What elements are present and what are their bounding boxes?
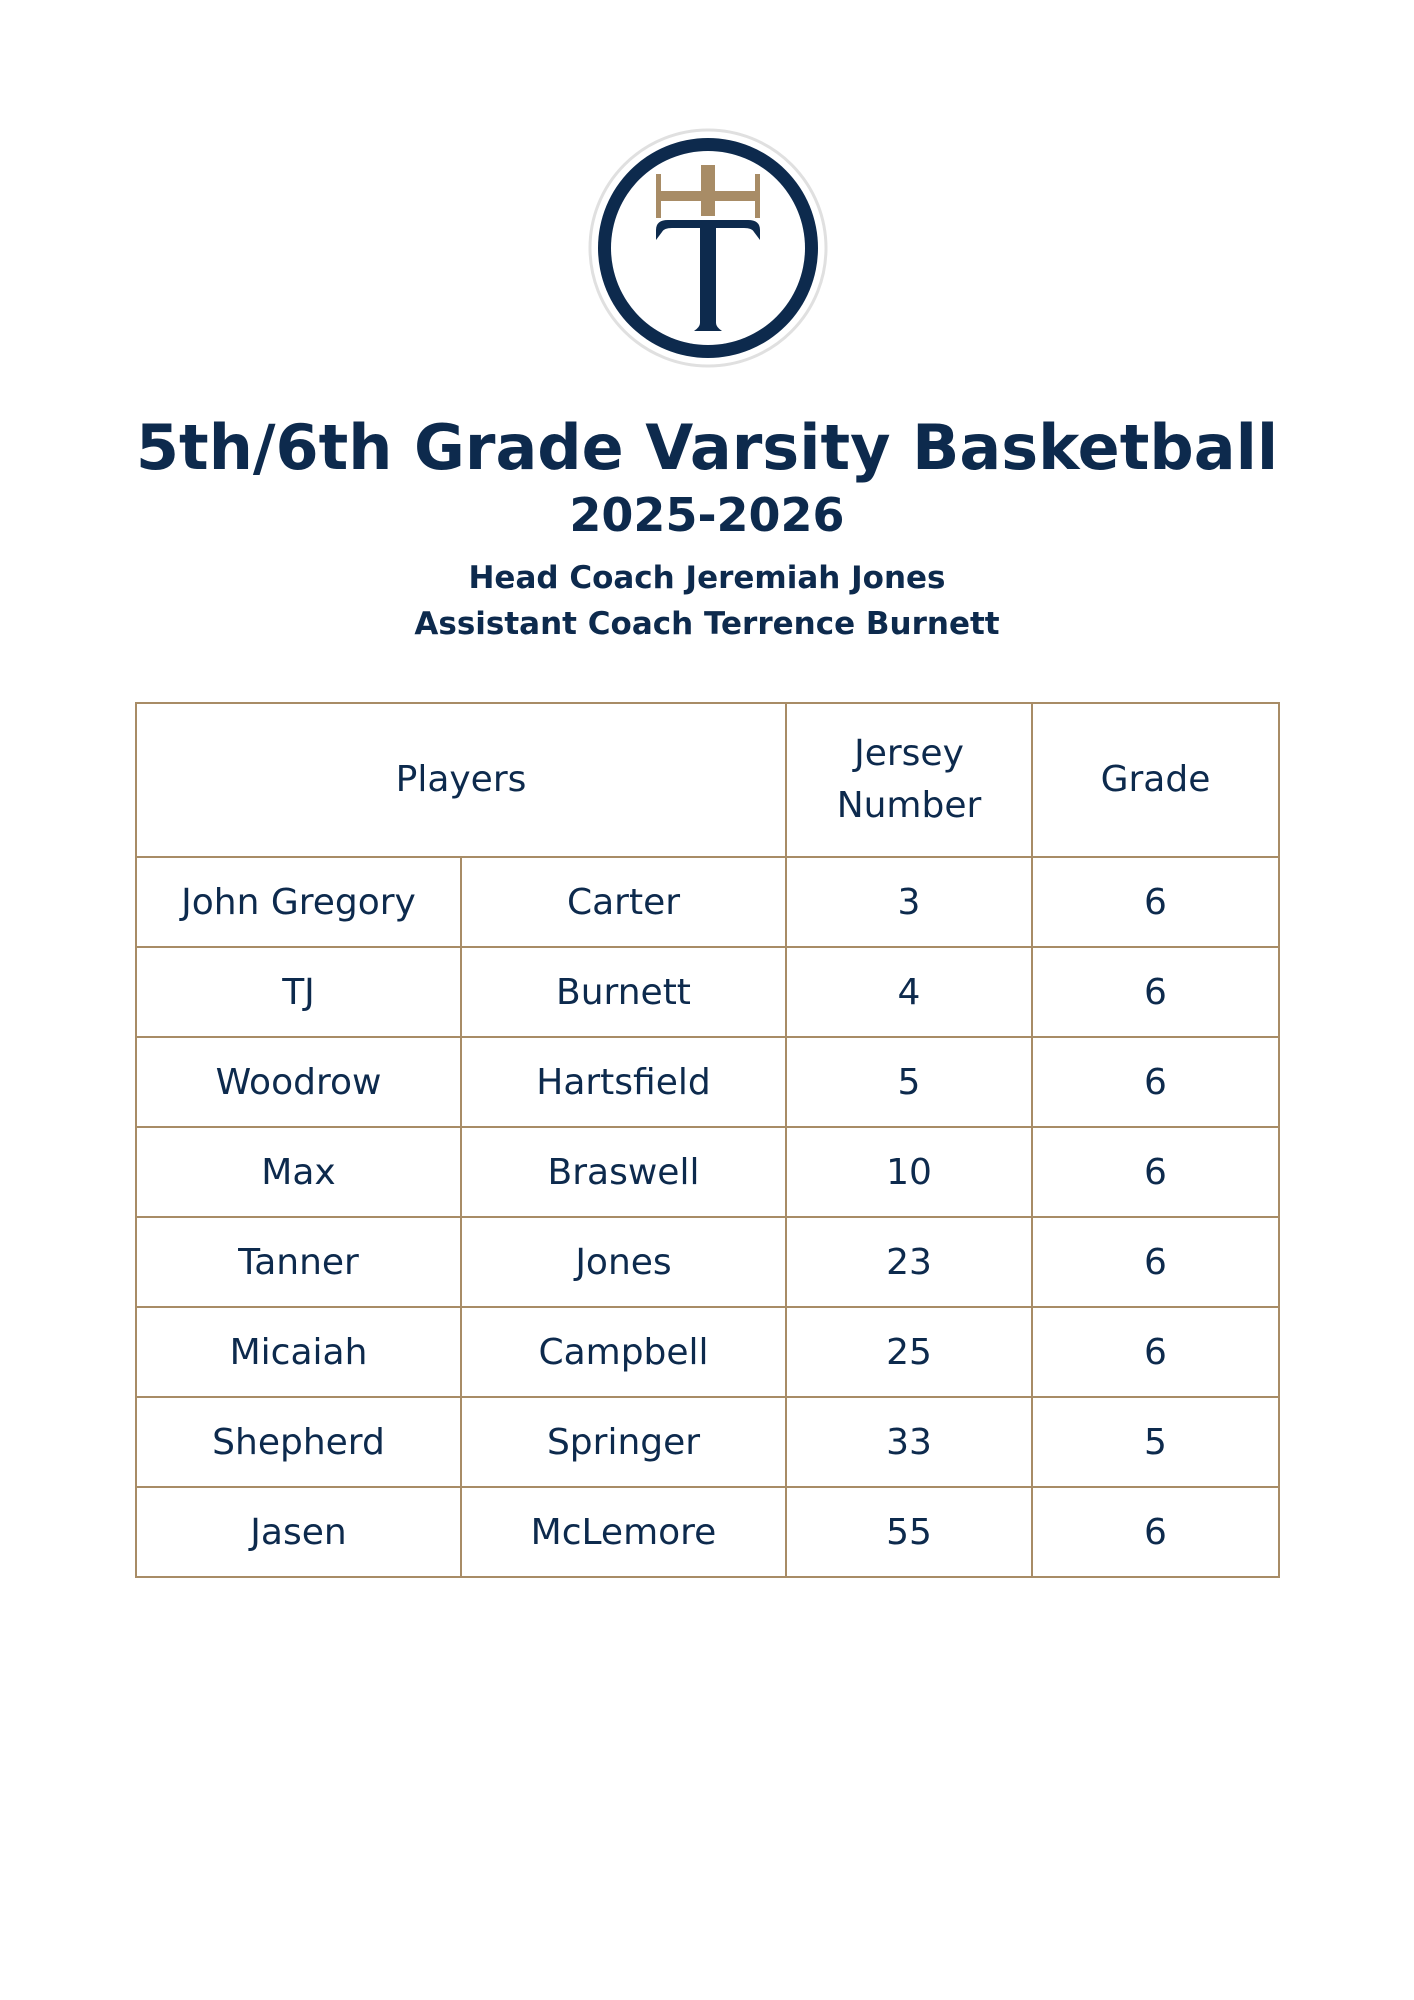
jersey-number-header xyxy=(786,703,1032,857)
grade-cell: 6 xyxy=(1032,1127,1279,1217)
grade-cell: 6 xyxy=(1032,857,1279,947)
table-header-row xyxy=(136,703,1279,857)
jersey-number-cell: 10 xyxy=(786,1127,1032,1217)
grade-cell: 6 xyxy=(1032,1037,1279,1127)
first-name-cell: Max xyxy=(136,1127,461,1217)
last-name-cell: Jones xyxy=(461,1217,786,1307)
assistant-coach-line: Assistant Coach Terrence Burnett xyxy=(414,606,1000,642)
jersey-number-cell: 23 xyxy=(786,1217,1032,1307)
grade-cell: 6 xyxy=(1032,1487,1279,1577)
jersey-header-line1: Jersey xyxy=(854,733,964,774)
last-name-cell: McLemore xyxy=(461,1487,786,1577)
roster-table xyxy=(135,702,1280,1578)
table-row xyxy=(136,947,1279,1037)
jersey-header-line2: Number xyxy=(836,785,982,826)
last-name-cell: Campbell xyxy=(461,1307,786,1397)
table-row xyxy=(136,1217,1279,1307)
jersey-number-cell: 33 xyxy=(786,1397,1032,1487)
first-name-cell: Woodrow xyxy=(136,1037,461,1127)
first-name-cell: Jasen xyxy=(136,1487,461,1577)
first-name-cell: John Gregory xyxy=(136,857,461,947)
grade-cell: 6 xyxy=(1032,1307,1279,1397)
first-name-cell: Tanner xyxy=(136,1217,461,1307)
table-row xyxy=(136,1037,1279,1127)
players-header: Players xyxy=(136,703,786,857)
head-coach-line: Head Coach Jeremiah Jones xyxy=(468,560,946,596)
last-name-cell: Springer xyxy=(461,1397,786,1487)
cross-emblem-icon xyxy=(588,128,828,368)
first-name-cell: Micaiah xyxy=(136,1307,461,1397)
last-name-cell: Carter xyxy=(461,857,786,947)
table-row xyxy=(136,1307,1279,1397)
last-name-cell: Burnett xyxy=(461,947,786,1037)
grade-cell: 6 xyxy=(1032,947,1279,1037)
grade-cell: 5 xyxy=(1032,1397,1279,1487)
first-name-cell: Shepherd xyxy=(136,1397,461,1487)
jersey-number-cell: 4 xyxy=(786,947,1032,1037)
jersey-number-cell: 5 xyxy=(786,1037,1032,1127)
table-row xyxy=(136,857,1279,947)
table-row xyxy=(136,1397,1279,1487)
first-name-cell: TJ xyxy=(136,947,461,1037)
table-row xyxy=(136,1487,1279,1577)
jersey-number-cell: 55 xyxy=(786,1487,1032,1577)
jersey-number-cell: 25 xyxy=(786,1307,1032,1397)
grade-cell: 6 xyxy=(1032,1217,1279,1307)
last-name-cell: Hartsfield xyxy=(461,1037,786,1127)
last-name-cell: Braswell xyxy=(461,1127,786,1217)
jersey-number-cell: 3 xyxy=(786,857,1032,947)
grade-header: Grade xyxy=(1032,703,1279,857)
season-subtitle: 2025-2026 xyxy=(569,488,845,542)
page-title: 5th/6th Grade Varsity Basketball xyxy=(135,411,1279,484)
table-row xyxy=(136,1127,1279,1217)
